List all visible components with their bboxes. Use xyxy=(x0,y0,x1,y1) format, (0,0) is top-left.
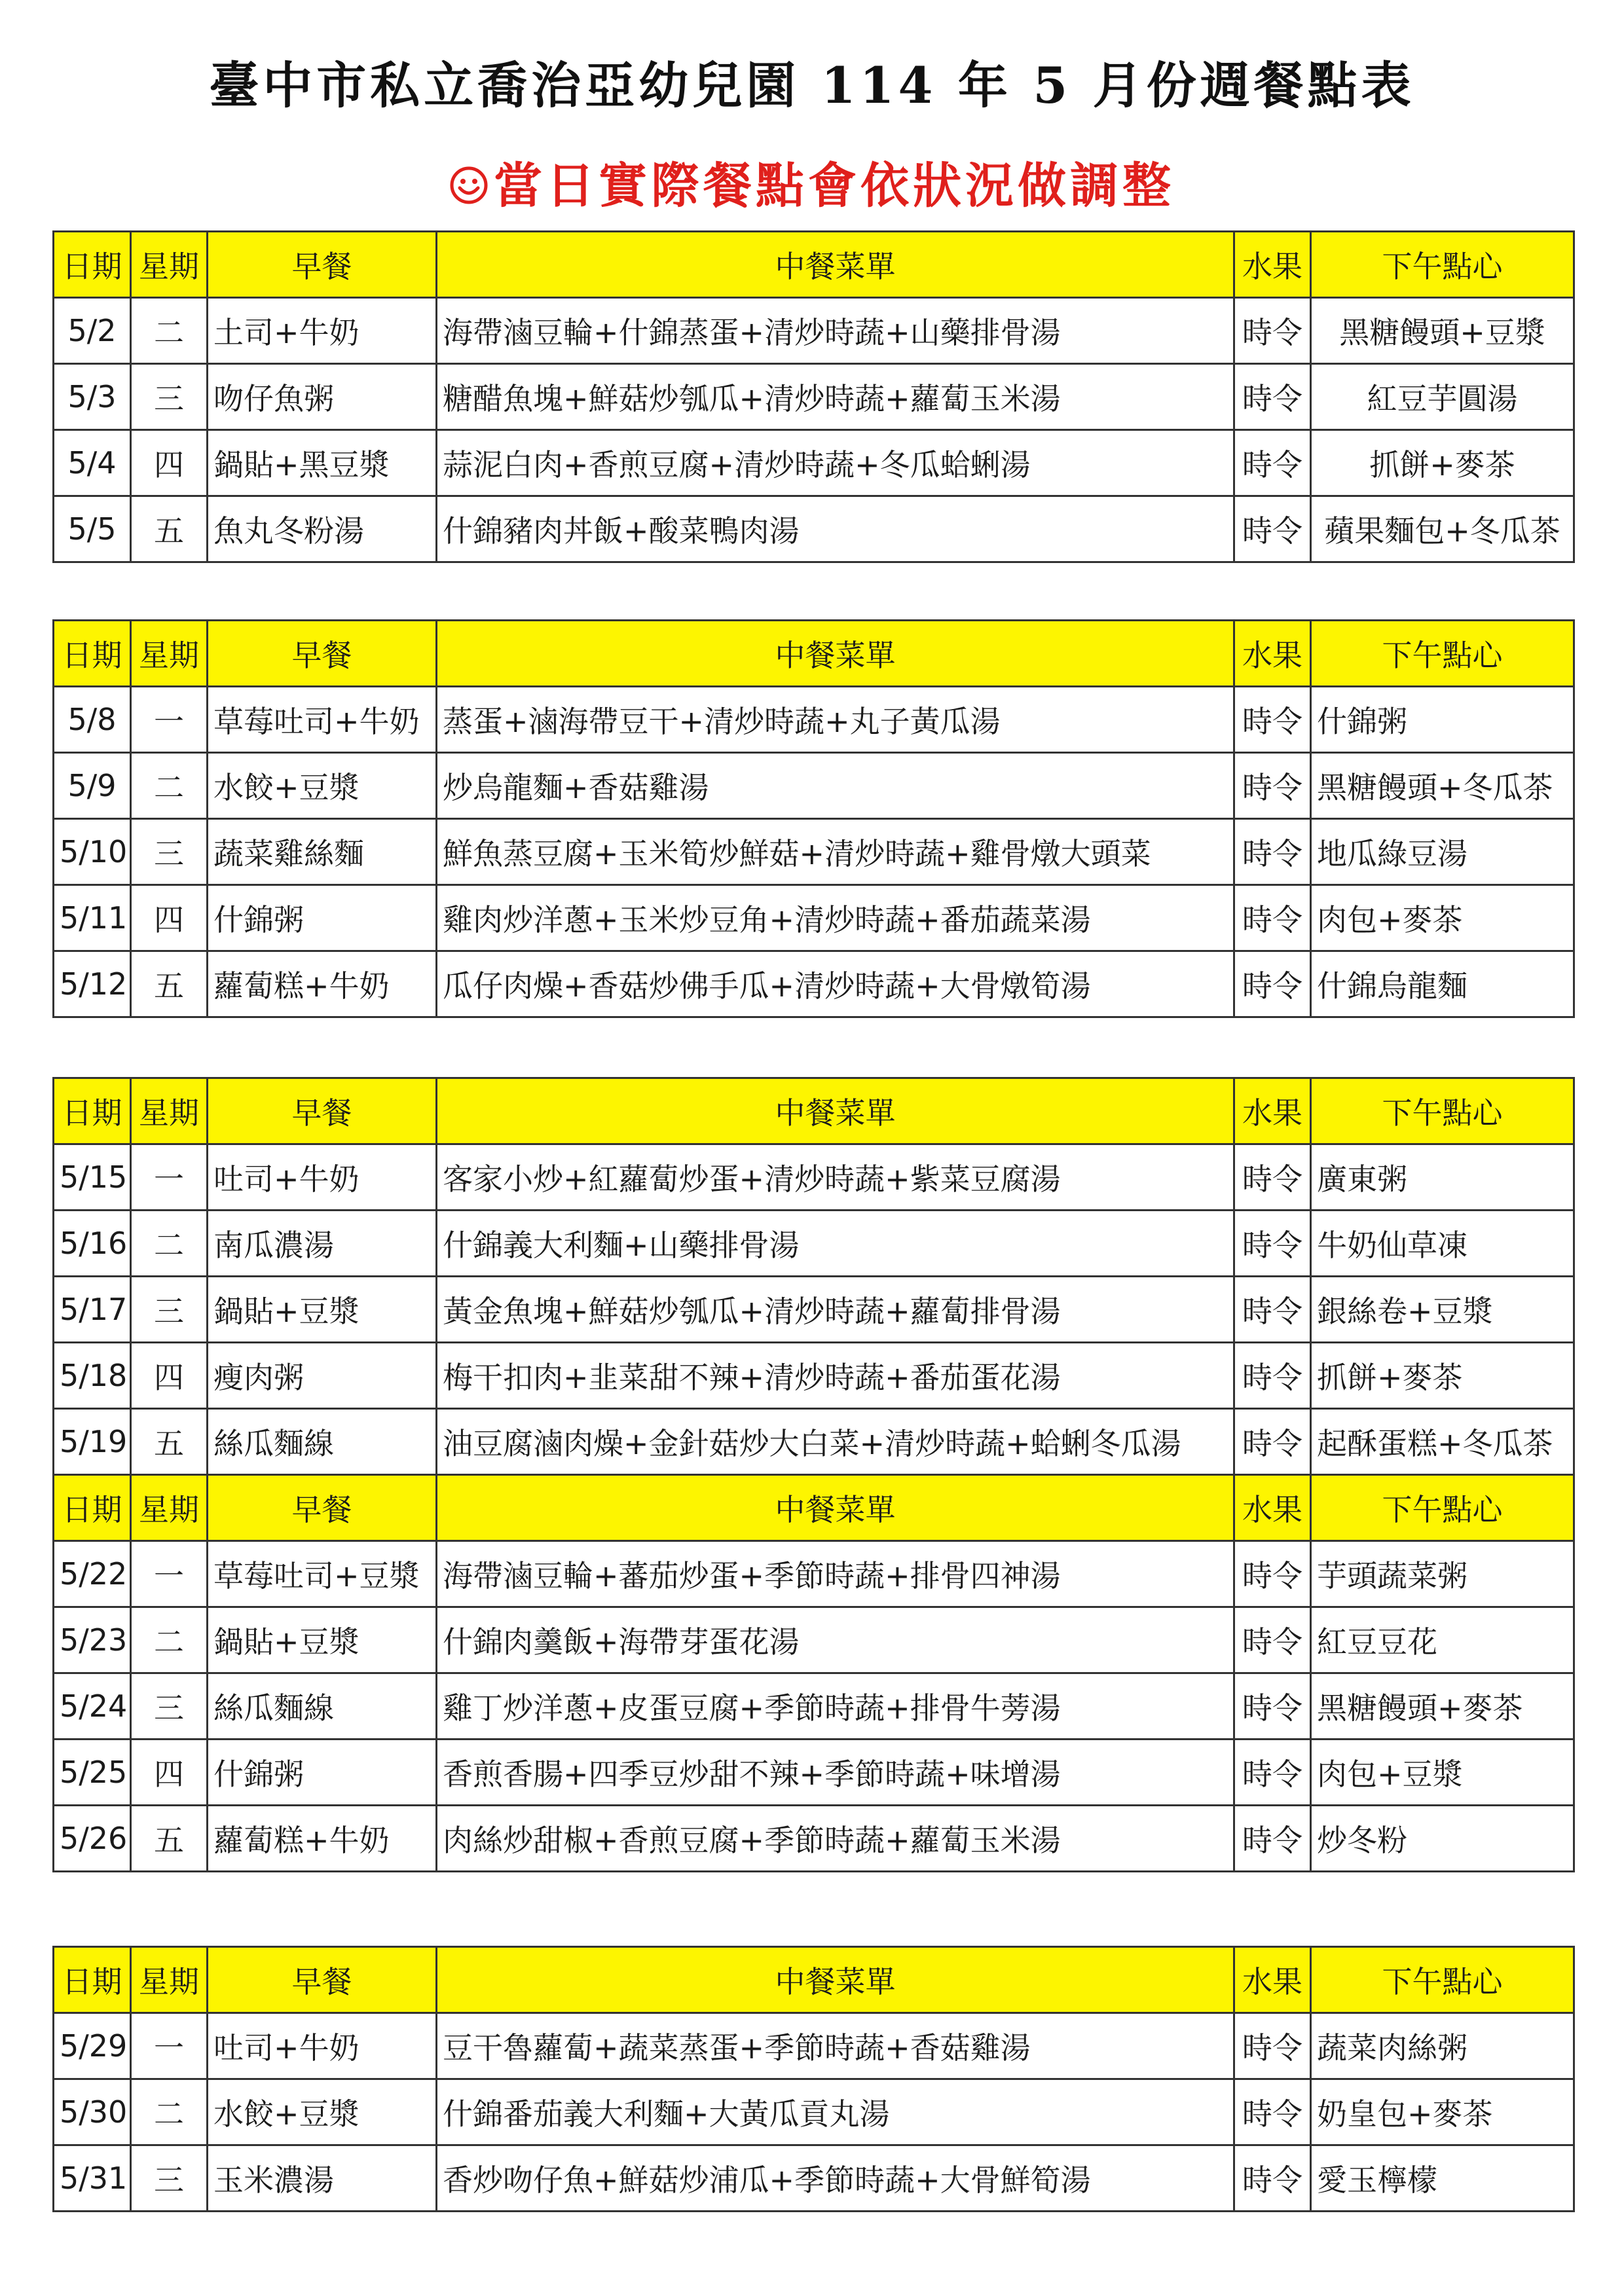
col-snack: 下午點心 xyxy=(1311,1947,1574,2013)
lunch-cell: 瓜仔肉燥+香菇炒佛手瓜+清炒時蔬+大骨燉筍湯 xyxy=(437,951,1234,1017)
date-cell: 5/8 xyxy=(54,687,131,753)
table-row xyxy=(54,298,1574,364)
lunch-cell: 黃金魚塊+鮮菇炒瓠瓜+清炒時蔬+蘿蔔排骨湯 xyxy=(437,1277,1234,1343)
lunch-cell: 炒烏龍麵+香菇雞湯 xyxy=(437,753,1234,819)
lunch-cell: 肉絲炒甜椒+香煎豆腐+季節時蔬+蘿蔔玉米湯 xyxy=(437,1806,1234,1872)
col-snack: 下午點心 xyxy=(1311,621,1574,687)
snack-cell: 愛玉檸檬 xyxy=(1311,2145,1574,2212)
breakfast-cell: 水餃+豆漿 xyxy=(208,753,437,819)
weekday-cell: 三 xyxy=(131,2145,208,2212)
weekday-cell: 五 xyxy=(131,951,208,1017)
fruit-cell: 時令 xyxy=(1234,298,1311,364)
table-row xyxy=(54,1806,1574,1872)
date-cell: 5/26 xyxy=(54,1806,131,1872)
col-lunch: 中餐菜單 xyxy=(437,232,1234,298)
fruit-cell: 時令 xyxy=(1234,753,1311,819)
breakfast-cell: 鍋貼+黑豆漿 xyxy=(208,430,437,496)
lunch-cell: 蒜泥白肉+香煎豆腐+清炒時蔬+冬瓜蛤蜊湯 xyxy=(437,430,1234,496)
weekday-cell: 三 xyxy=(131,364,208,430)
col-fruit: 水果 xyxy=(1234,232,1311,298)
col-breakfast: 早餐 xyxy=(208,1947,437,2013)
weekday-cell: 四 xyxy=(131,430,208,496)
breakfast-cell: 魚丸冬粉湯 xyxy=(208,496,437,562)
lunch-cell: 鮮魚蒸豆腐+玉米筍炒鮮菇+清炒時蔬+雞骨燉大頭菜 xyxy=(437,819,1234,885)
breakfast-cell: 吐司+牛奶 xyxy=(208,1144,437,1211)
table-row xyxy=(54,364,1574,430)
breakfast-cell: 鍋貼+豆漿 xyxy=(208,1277,437,1343)
table-row xyxy=(54,2079,1574,2145)
weekday-cell: 三 xyxy=(131,1673,208,1740)
lunch-cell: 什錦義大利麵+山藥排骨湯 xyxy=(437,1211,1234,1277)
table-row xyxy=(54,687,1574,753)
snack-cell: 紅豆芋圓湯 xyxy=(1311,364,1574,430)
table-row xyxy=(54,1277,1574,1343)
breakfast-cell: 瘦肉粥 xyxy=(208,1343,437,1409)
col-lunch: 中餐菜單 xyxy=(437,1078,1234,1144)
lunch-cell: 油豆腐滷肉燥+金針菇炒大白菜+清炒時蔬+蛤蜊冬瓜湯 xyxy=(437,1409,1234,1475)
date-cell: 5/31 xyxy=(54,2145,131,2212)
date-cell: 5/30 xyxy=(54,2079,131,2145)
date-cell: 5/15 xyxy=(54,1144,131,1211)
lunch-cell: 海帶滷豆輪+什錦蒸蛋+清炒時蔬+山藥排骨湯 xyxy=(437,298,1234,364)
fruit-cell: 時令 xyxy=(1234,885,1311,951)
snack-cell: 黑糖饅頭+麥茶 xyxy=(1311,1673,1574,1740)
date-cell: 5/12 xyxy=(54,951,131,1017)
table-row xyxy=(54,819,1574,885)
fruit-cell: 時令 xyxy=(1234,951,1311,1017)
weekday-cell: 二 xyxy=(131,1607,208,1673)
lunch-cell: 什錦豬肉丼飯+酸菜鴨肉湯 xyxy=(437,496,1234,562)
lunch-cell: 客家小炒+紅蘿蔔炒蛋+清炒時蔬+紫菜豆腐湯 xyxy=(437,1144,1234,1211)
date-cell: 5/16 xyxy=(54,1211,131,1277)
breakfast-cell: 絲瓜麵線 xyxy=(208,1409,437,1475)
col-fruit: 水果 xyxy=(1234,1475,1311,1541)
weekday-cell: 一 xyxy=(131,1541,208,1607)
table-row xyxy=(54,1343,1574,1409)
date-cell: 5/4 xyxy=(54,430,131,496)
date-cell: 5/5 xyxy=(54,496,131,562)
breakfast-cell: 玉米濃湯 xyxy=(208,2145,437,2212)
table-row xyxy=(54,1673,1574,1740)
fruit-cell: 時令 xyxy=(1234,2013,1311,2079)
lunch-cell: 海帶滷豆輪+蕃茄炒蛋+季節時蔬+排骨四神湯 xyxy=(437,1541,1234,1607)
breakfast-cell: 草莓吐司+豆漿 xyxy=(208,1541,437,1607)
col-date: 日期 xyxy=(54,1947,131,2013)
col-weekday: 星期 xyxy=(131,1078,208,1144)
snack-cell: 廣東粥 xyxy=(1311,1144,1574,1211)
col-date: 日期 xyxy=(54,1475,131,1541)
weekday-cell: 五 xyxy=(131,1806,208,1872)
col-weekday: 星期 xyxy=(131,621,208,687)
fruit-cell: 時令 xyxy=(1234,2145,1311,2212)
col-fruit: 水果 xyxy=(1234,1947,1311,2013)
snack-cell: 蘋果麵包+冬瓜茶 xyxy=(1311,496,1574,562)
fruit-cell: 時令 xyxy=(1234,1673,1311,1740)
fruit-cell: 時令 xyxy=(1234,1409,1311,1475)
page-title: 臺中市私立喬治亞幼兒園 114 年 5 月份週餐點表 xyxy=(209,56,1415,115)
col-breakfast: 早餐 xyxy=(208,1475,437,1541)
date-cell: 5/9 xyxy=(54,753,131,819)
snack-cell: 什錦烏龍麵 xyxy=(1311,951,1574,1017)
snack-cell: 肉包+麥茶 xyxy=(1311,885,1574,951)
col-lunch: 中餐菜單 xyxy=(437,621,1234,687)
date-cell: 5/24 xyxy=(54,1673,131,1740)
week-table-3 xyxy=(52,1077,1575,1872)
date-cell: 5/10 xyxy=(54,819,131,885)
weekday-cell: 一 xyxy=(131,687,208,753)
table-row xyxy=(54,2013,1574,2079)
lunch-cell: 蒸蛋+滷海帶豆干+清炒時蔬+丸子黃瓜湯 xyxy=(437,687,1234,753)
week-table-1 xyxy=(52,230,1575,563)
snack-cell: 起酥蛋糕+冬瓜茶 xyxy=(1311,1409,1574,1475)
snack-cell: 奶皇包+麥茶 xyxy=(1311,2079,1574,2145)
fruit-cell: 時令 xyxy=(1234,1541,1311,1607)
week-table-2 xyxy=(52,619,1575,1018)
fruit-cell: 時令 xyxy=(1234,819,1311,885)
weekday-cell: 三 xyxy=(131,1277,208,1343)
col-lunch: 中餐菜單 xyxy=(437,1947,1234,2013)
snack-cell: 銀絲卷+豆漿 xyxy=(1311,1277,1574,1343)
weekday-cell: 五 xyxy=(131,496,208,562)
snack-cell: 黑糖饅頭+豆漿 xyxy=(1311,298,1574,364)
col-fruit: 水果 xyxy=(1234,1078,1311,1144)
date-cell: 5/3 xyxy=(54,364,131,430)
col-snack: 下午點心 xyxy=(1311,1475,1574,1541)
weekday-cell: 一 xyxy=(131,1144,208,1211)
date-cell: 5/17 xyxy=(54,1277,131,1343)
snack-cell: 牛奶仙草凍 xyxy=(1311,1211,1574,1277)
col-snack: 下午點心 xyxy=(1311,232,1574,298)
fruit-cell: 時令 xyxy=(1234,496,1311,562)
date-cell: 5/25 xyxy=(54,1740,131,1806)
weekday-cell: 二 xyxy=(131,2079,208,2145)
col-date: 日期 xyxy=(54,1078,131,1144)
table-row xyxy=(54,430,1574,496)
col-lunch: 中餐菜單 xyxy=(437,1475,1234,1541)
breakfast-cell: 水餃+豆漿 xyxy=(208,2079,437,2145)
snack-cell: 什錦粥 xyxy=(1311,687,1574,753)
date-cell: 5/19 xyxy=(54,1409,131,1475)
col-weekday: 星期 xyxy=(131,1475,208,1541)
fruit-cell: 時令 xyxy=(1234,1343,1311,1409)
table-row xyxy=(54,1607,1574,1673)
fruit-cell: 時令 xyxy=(1234,2079,1311,2145)
breakfast-cell: 南瓜濃湯 xyxy=(208,1211,437,1277)
weekday-cell: 四 xyxy=(131,1740,208,1806)
breakfast-cell: 絲瓜麵線 xyxy=(208,1673,437,1740)
snack-cell: 抓餅+麥茶 xyxy=(1311,430,1574,496)
table-row xyxy=(54,951,1574,1017)
breakfast-cell: 吻仔魚粥 xyxy=(208,364,437,430)
weekday-cell: 二 xyxy=(131,753,208,819)
date-cell: 5/22 xyxy=(54,1541,131,1607)
col-weekday: 星期 xyxy=(131,232,208,298)
fruit-cell: 時令 xyxy=(1234,1211,1311,1277)
table-row xyxy=(54,753,1574,819)
weekday-cell: 五 xyxy=(131,1409,208,1475)
snack-cell: 蔬菜肉絲粥 xyxy=(1311,2013,1574,2079)
breakfast-cell: 草莓吐司+牛奶 xyxy=(208,687,437,753)
breakfast-cell: 鍋貼+豆漿 xyxy=(208,1607,437,1673)
fruit-cell: 時令 xyxy=(1234,1740,1311,1806)
col-fruit: 水果 xyxy=(1234,621,1311,687)
table-header-row xyxy=(54,232,1574,298)
weekday-cell: 四 xyxy=(131,1343,208,1409)
col-breakfast: 早餐 xyxy=(208,232,437,298)
lunch-cell: 豆干魯蘿蔔+蔬菜蒸蛋+季節時蔬+香菇雞湯 xyxy=(437,2013,1234,2079)
snack-cell: 肉包+豆漿 xyxy=(1311,1740,1574,1806)
breakfast-cell: 什錦粥 xyxy=(208,1740,437,1806)
table-row xyxy=(54,885,1574,951)
fruit-cell: 時令 xyxy=(1234,1806,1311,1872)
table-row xyxy=(54,1541,1574,1607)
table-header-row xyxy=(54,1475,1574,1541)
notice-line xyxy=(0,147,1624,217)
col-snack: 下午點心 xyxy=(1311,1078,1574,1144)
fruit-cell: 時令 xyxy=(1234,364,1311,430)
weekday-cell: 二 xyxy=(131,298,208,364)
table-header-row xyxy=(54,621,1574,687)
breakfast-cell: 吐司+牛奶 xyxy=(208,2013,437,2079)
date-cell: 5/11 xyxy=(54,885,131,951)
weekday-cell: 二 xyxy=(131,1211,208,1277)
snack-cell: 黑糖饅頭+冬瓜茶 xyxy=(1311,753,1574,819)
breakfast-cell: 蔬菜雞絲麵 xyxy=(208,819,437,885)
snack-cell: 芋頭蔬菜粥 xyxy=(1311,1541,1574,1607)
fruit-cell: 時令 xyxy=(1234,1277,1311,1343)
lunch-cell: 香炒吻仔魚+鮮菇炒浦瓜+季節時蔬+大骨鮮筍湯 xyxy=(437,2145,1234,2212)
lunch-cell: 糖醋魚塊+鮮菇炒瓠瓜+清炒時蔬+蘿蔔玉米湯 xyxy=(437,364,1234,430)
col-breakfast: 早餐 xyxy=(208,1078,437,1144)
table-row xyxy=(54,1740,1574,1806)
lunch-cell: 雞丁炒洋蔥+皮蛋豆腐+季節時蔬+排骨牛蒡湯 xyxy=(437,1673,1234,1740)
col-date: 日期 xyxy=(54,232,131,298)
snack-cell: 地瓜綠豆湯 xyxy=(1311,819,1574,885)
breakfast-cell: 蘿蔔糕+牛奶 xyxy=(208,1806,437,1872)
notice-text: 當日實際餐點會依狀況做調整 xyxy=(494,158,1175,214)
fruit-cell: 時令 xyxy=(1234,1144,1311,1211)
table-row xyxy=(54,1409,1574,1475)
table-row xyxy=(54,1144,1574,1211)
lunch-cell: 什錦番茄義大利麵+大黃瓜貢丸湯 xyxy=(437,2079,1234,2145)
col-weekday: 星期 xyxy=(131,1947,208,2013)
date-cell: 5/23 xyxy=(54,1607,131,1673)
date-cell: 5/29 xyxy=(54,2013,131,2079)
lunch-cell: 什錦肉羹飯+海帶芽蛋花湯 xyxy=(437,1607,1234,1673)
breakfast-cell: 蘿蔔糕+牛奶 xyxy=(208,951,437,1017)
snack-cell: 紅豆豆花 xyxy=(1311,1607,1574,1673)
snack-cell: 抓餅+麥茶 xyxy=(1311,1343,1574,1409)
col-breakfast: 早餐 xyxy=(208,621,437,687)
weekday-cell: 三 xyxy=(131,819,208,885)
date-cell: 5/2 xyxy=(54,298,131,364)
weekday-cell: 一 xyxy=(131,2013,208,2079)
date-cell: 5/18 xyxy=(54,1343,131,1409)
lunch-cell: 香煎香腸+四季豆炒甜不辣+季節時蔬+味增湯 xyxy=(437,1740,1234,1806)
snack-cell: 炒冬粉 xyxy=(1311,1806,1574,1872)
table-header-row xyxy=(54,1078,1574,1144)
breakfast-cell: 什錦粥 xyxy=(208,885,437,951)
table-header-row xyxy=(54,1947,1574,2013)
lunch-cell: 梅干扣肉+韭菜甜不辣+清炒時蔬+番茄蛋花湯 xyxy=(437,1343,1234,1409)
fruit-cell: 時令 xyxy=(1234,1607,1311,1673)
fruit-cell: 時令 xyxy=(1234,430,1311,496)
table-row xyxy=(54,496,1574,562)
smiley-icon xyxy=(449,166,489,205)
week-table-5 xyxy=(52,1946,1575,2212)
col-date: 日期 xyxy=(54,621,131,687)
breakfast-cell: 土司+牛奶 xyxy=(208,298,437,364)
table-row xyxy=(54,1211,1574,1277)
weekday-cell: 四 xyxy=(131,885,208,951)
fruit-cell: 時令 xyxy=(1234,687,1311,753)
lunch-cell: 雞肉炒洋蔥+玉米炒豆角+清炒時蔬+番茄蔬菜湯 xyxy=(437,885,1234,951)
table-row xyxy=(54,2145,1574,2212)
